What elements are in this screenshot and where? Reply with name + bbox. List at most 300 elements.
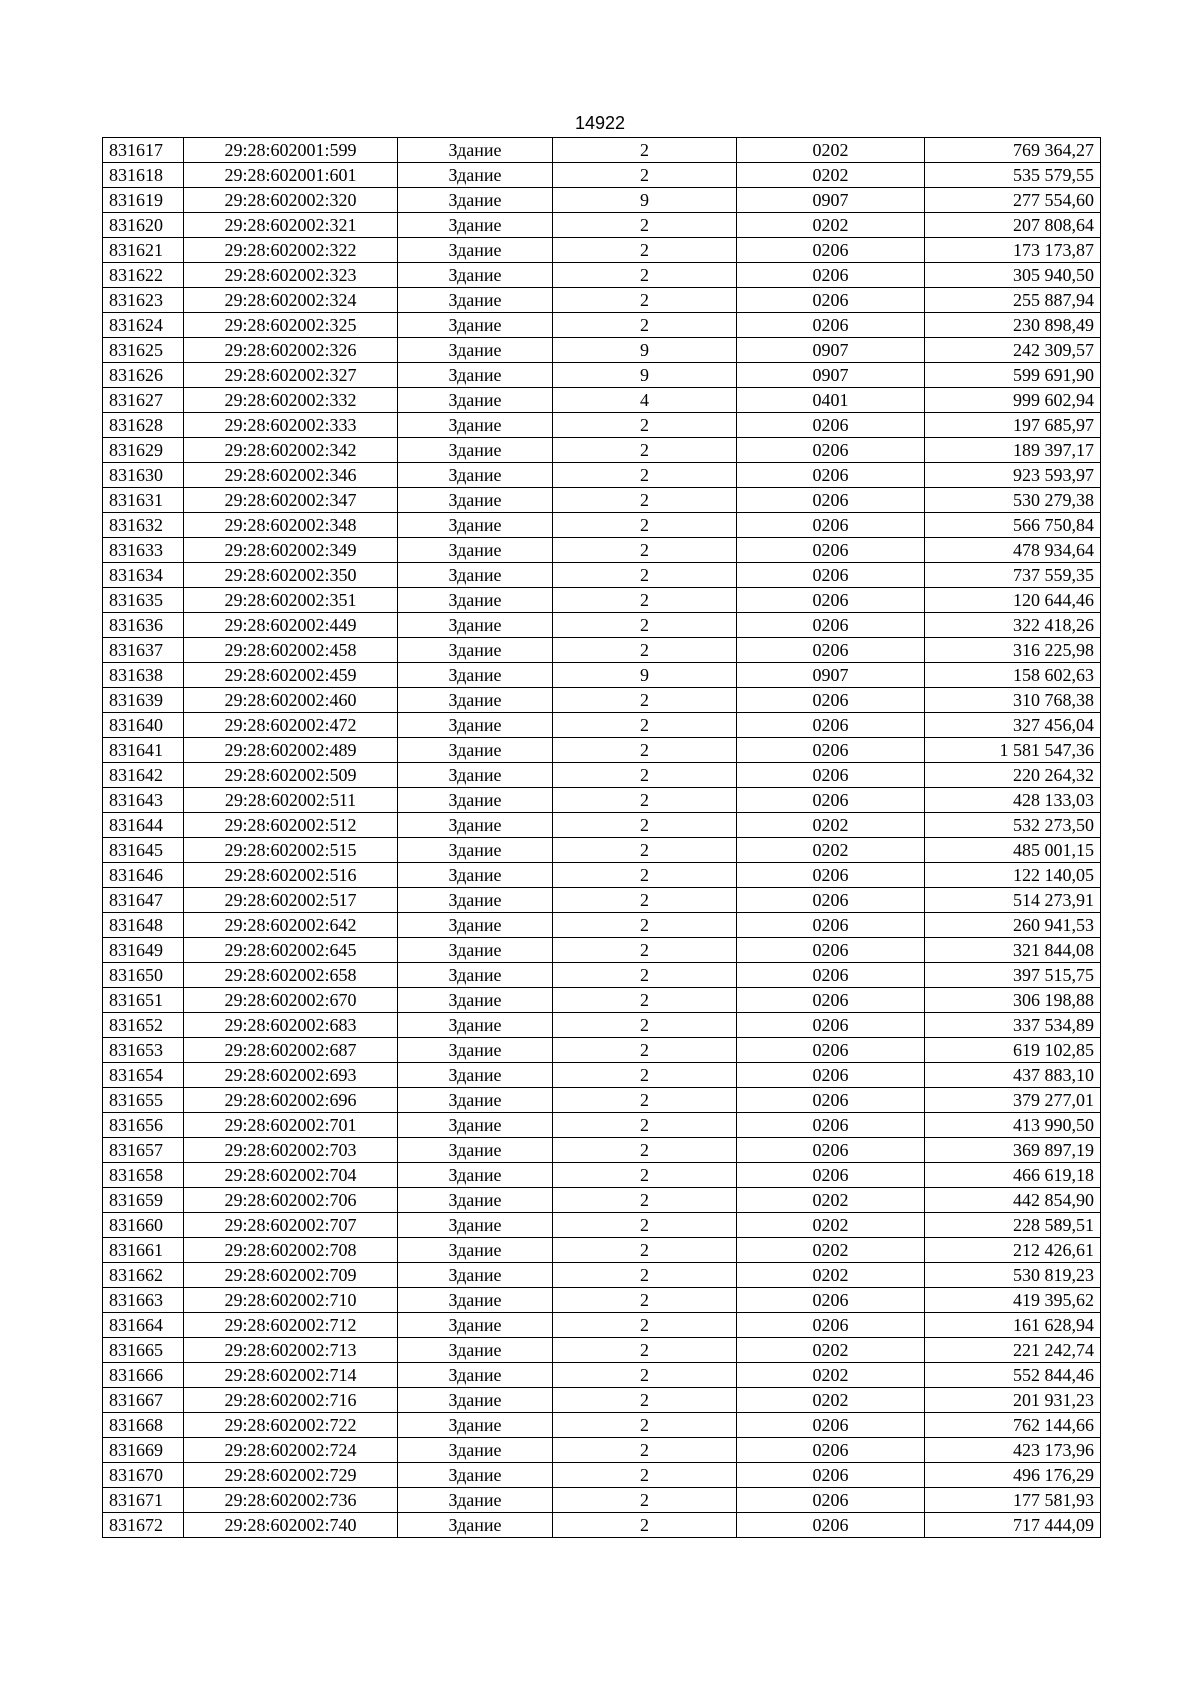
row-number-cell: 831630: [103, 463, 184, 488]
cadastral-value-cell: 419 395,62: [925, 1288, 1101, 1313]
cadastral-value-cell: 769 364,27: [925, 138, 1101, 163]
table-row: [103, 238, 1101, 263]
code-cell: 0206: [737, 688, 925, 713]
group-cell: 9: [553, 188, 737, 213]
code-cell: 0202: [737, 163, 925, 188]
cadastral-number-cell: 29:28:602002:351: [184, 588, 398, 613]
table-row: [103, 588, 1101, 613]
cadastral-value-cell: 212 426,61: [925, 1238, 1101, 1263]
object-type-cell: Здание: [398, 1488, 553, 1513]
table-row: [103, 288, 1101, 313]
group-cell: 2: [553, 538, 737, 563]
table-row: [103, 913, 1101, 938]
group-cell: 2: [553, 613, 737, 638]
group-cell: 2: [553, 313, 737, 338]
cadastral-number-cell: 29:28:602002:713: [184, 1338, 398, 1363]
code-cell: 0206: [737, 513, 925, 538]
code-cell: 0206: [737, 1163, 925, 1188]
row-number-cell: 831636: [103, 613, 184, 638]
code-cell: 0206: [737, 1438, 925, 1463]
row-number-cell: 831659: [103, 1188, 184, 1213]
group-cell: 2: [553, 488, 737, 513]
cadastral-number-cell: 29:28:602002:346: [184, 463, 398, 488]
code-cell: 0206: [737, 1413, 925, 1438]
row-number-cell: 831661: [103, 1238, 184, 1263]
group-cell: 2: [553, 688, 737, 713]
code-cell: 0206: [737, 788, 925, 813]
group-cell: 2: [553, 1113, 737, 1138]
group-cell: 2: [553, 813, 737, 838]
group-cell: 2: [553, 713, 737, 738]
cadastral-value-cell: 310 768,38: [925, 688, 1101, 713]
cadastral-number-cell: 29:28:602002:696: [184, 1088, 398, 1113]
row-number-cell: 831643: [103, 788, 184, 813]
object-type-cell: Здание: [398, 513, 553, 538]
row-number-cell: 831620: [103, 213, 184, 238]
table-row: [103, 1238, 1101, 1263]
group-cell: 2: [553, 1063, 737, 1088]
cadastral-value-cell: 535 579,55: [925, 163, 1101, 188]
code-cell: 0206: [737, 1088, 925, 1113]
table-row: [103, 163, 1101, 188]
cadastral-number-cell: 29:28:602002:740: [184, 1513, 398, 1538]
row-number-cell: 831660: [103, 1213, 184, 1238]
table-row: [103, 763, 1101, 788]
object-type-cell: Здание: [398, 463, 553, 488]
group-cell: 2: [553, 563, 737, 588]
cadastral-number-cell: 29:28:602002:509: [184, 763, 398, 788]
cadastral-number-cell: 29:28:602002:706: [184, 1188, 398, 1213]
group-cell: 2: [553, 938, 737, 963]
code-cell: 0206: [737, 888, 925, 913]
group-cell: 2: [553, 913, 737, 938]
cadastral-value-cell: 737 559,35: [925, 563, 1101, 588]
cadastral-number-cell: 29:28:602002:701: [184, 1113, 398, 1138]
row-number-cell: 831633: [103, 538, 184, 563]
row-number-cell: 831628: [103, 413, 184, 438]
cadastral-number-cell: 29:28:602002:716: [184, 1388, 398, 1413]
row-number-cell: 831619: [103, 188, 184, 213]
cadastral-number-cell: 29:28:602001:601: [184, 163, 398, 188]
object-type-cell: Здание: [398, 438, 553, 463]
code-cell: 0202: [737, 213, 925, 238]
row-number-cell: 831650: [103, 963, 184, 988]
group-cell: 2: [553, 1163, 737, 1188]
cadastral-value-cell: 207 808,64: [925, 213, 1101, 238]
group-cell: 2: [553, 138, 737, 163]
row-number-cell: 831667: [103, 1388, 184, 1413]
table-row: [103, 1188, 1101, 1213]
group-cell: 2: [553, 1438, 737, 1463]
object-type-cell: Здание: [398, 413, 553, 438]
object-type-cell: Здание: [398, 213, 553, 238]
table-row: [103, 713, 1101, 738]
object-type-cell: Здание: [398, 1113, 553, 1138]
cadastral-value-cell: 999 602,94: [925, 388, 1101, 413]
object-type-cell: Здание: [398, 663, 553, 688]
row-number-cell: 831617: [103, 138, 184, 163]
group-cell: 2: [553, 1238, 737, 1263]
group-cell: 2: [553, 438, 737, 463]
row-number-cell: 831622: [103, 263, 184, 288]
object-type-cell: Здание: [398, 563, 553, 588]
table-body: [103, 138, 1101, 1538]
group-cell: 2: [553, 213, 737, 238]
cadastral-number-cell: 29:28:602002:703: [184, 1138, 398, 1163]
code-cell: 0206: [737, 413, 925, 438]
code-cell: 0202: [737, 1363, 925, 1388]
object-type-cell: Здание: [398, 813, 553, 838]
table-row: [103, 813, 1101, 838]
table-row: [103, 463, 1101, 488]
code-cell: 0206: [737, 1288, 925, 1313]
code-cell: 0206: [737, 463, 925, 488]
cadastral-value-cell: 260 941,53: [925, 913, 1101, 938]
cadastral-number-cell: 29:28:602002:349: [184, 538, 398, 563]
table-row: [103, 138, 1101, 163]
row-number-cell: 831663: [103, 1288, 184, 1313]
object-type-cell: Здание: [398, 1263, 553, 1288]
group-cell: 2: [553, 413, 737, 438]
code-cell: 0206: [737, 963, 925, 988]
group-cell: 2: [553, 238, 737, 263]
group-cell: 2: [553, 1363, 737, 1388]
code-cell: 0202: [737, 1238, 925, 1263]
table-row: [103, 188, 1101, 213]
cadastral-number-cell: 29:28:602002:326: [184, 338, 398, 363]
cadastral-number-cell: 29:28:602002:472: [184, 713, 398, 738]
cadastral-value-cell: 923 593,97: [925, 463, 1101, 488]
object-type-cell: Здание: [398, 388, 553, 413]
table-row: [103, 1488, 1101, 1513]
table-row: [103, 838, 1101, 863]
cadastral-value-cell: 428 133,03: [925, 788, 1101, 813]
cadastral-number-cell: 29:28:602002:724: [184, 1438, 398, 1463]
cadastral-value-cell: 337 534,89: [925, 1013, 1101, 1038]
cadastral-value-cell: 619 102,85: [925, 1038, 1101, 1063]
object-type-cell: Здание: [398, 638, 553, 663]
object-type-cell: Здание: [398, 1238, 553, 1263]
code-cell: 0206: [737, 588, 925, 613]
cadastral-number-cell: 29:28:602002:709: [184, 1263, 398, 1288]
group-cell: 2: [553, 288, 737, 313]
group-cell: 2: [553, 588, 737, 613]
code-cell: 0206: [737, 263, 925, 288]
cadastral-value-cell: 221 242,74: [925, 1338, 1101, 1363]
row-number-cell: 831647: [103, 888, 184, 913]
row-number-cell: 831618: [103, 163, 184, 188]
object-type-cell: Здание: [398, 1138, 553, 1163]
table-row: [103, 1013, 1101, 1038]
group-cell: 2: [553, 1313, 737, 1338]
row-number-cell: 831645: [103, 838, 184, 863]
object-type-cell: Здание: [398, 863, 553, 888]
cadastral-value-cell: 327 456,04: [925, 713, 1101, 738]
cadastral-number-cell: 29:28:602002:645: [184, 938, 398, 963]
code-cell: 0907: [737, 663, 925, 688]
group-cell: 2: [553, 888, 737, 913]
group-cell: 2: [553, 963, 737, 988]
code-cell: 0206: [737, 1113, 925, 1138]
group-cell: 2: [553, 638, 737, 663]
group-cell: 2: [553, 988, 737, 1013]
object-type-cell: Здание: [398, 1438, 553, 1463]
cadastral-value-cell: 397 515,75: [925, 963, 1101, 988]
table-row: [103, 1088, 1101, 1113]
code-cell: 0206: [737, 913, 925, 938]
row-number-cell: 831646: [103, 863, 184, 888]
group-cell: 2: [553, 463, 737, 488]
object-type-cell: Здание: [398, 1288, 553, 1313]
cadastral-number-cell: 29:28:602002:511: [184, 788, 398, 813]
code-cell: 0206: [737, 763, 925, 788]
group-cell: 2: [553, 1138, 737, 1163]
object-type-cell: Здание: [398, 138, 553, 163]
object-type-cell: Здание: [398, 1063, 553, 1088]
cadastral-number-cell: 29:28:602002:459: [184, 663, 398, 688]
row-number-cell: 831657: [103, 1138, 184, 1163]
cadastral-value-cell: 277 554,60: [925, 188, 1101, 213]
table-row: [103, 538, 1101, 563]
object-type-cell: Здание: [398, 238, 553, 263]
row-number-cell: 831653: [103, 1038, 184, 1063]
object-type-cell: Здание: [398, 938, 553, 963]
row-number-cell: 831652: [103, 1013, 184, 1038]
object-type-cell: Здание: [398, 963, 553, 988]
cadastral-number-cell: 29:28:602002:512: [184, 813, 398, 838]
object-type-cell: Здание: [398, 738, 553, 763]
cadastral-value-cell: 230 898,49: [925, 313, 1101, 338]
cadastral-value-cell: 717 444,09: [925, 1513, 1101, 1538]
group-cell: 2: [553, 1488, 737, 1513]
cadastral-number-cell: 29:28:602002:327: [184, 363, 398, 388]
cadastral-number-cell: 29:28:602002:350: [184, 563, 398, 588]
cadastral-number-cell: 29:28:602002:324: [184, 288, 398, 313]
code-cell: 0206: [737, 638, 925, 663]
row-number-cell: 831651: [103, 988, 184, 1013]
group-cell: 2: [553, 738, 737, 763]
row-number-cell: 831664: [103, 1313, 184, 1338]
row-number-cell: 831624: [103, 313, 184, 338]
group-cell: 2: [553, 1388, 737, 1413]
code-cell: 0907: [737, 188, 925, 213]
cadastral-value-cell: 158 602,63: [925, 663, 1101, 688]
row-number-cell: 831632: [103, 513, 184, 538]
row-number-cell: 831669: [103, 1438, 184, 1463]
cadastral-value-cell: 437 883,10: [925, 1063, 1101, 1088]
cadastral-value-cell: 423 173,96: [925, 1438, 1101, 1463]
cadastral-value-cell: 566 750,84: [925, 513, 1101, 538]
object-type-cell: Здание: [398, 1163, 553, 1188]
table-row: [103, 413, 1101, 438]
cadastral-value-cell: 122 140,05: [925, 863, 1101, 888]
row-number-cell: 831656: [103, 1113, 184, 1138]
row-number-cell: 831649: [103, 938, 184, 963]
object-type-cell: Здание: [398, 1313, 553, 1338]
code-cell: 0206: [737, 288, 925, 313]
table-row: [103, 1063, 1101, 1088]
cadastral-number-cell: 29:28:602002:449: [184, 613, 398, 638]
table-row: [103, 213, 1101, 238]
row-number-cell: 831648: [103, 913, 184, 938]
object-type-cell: Здание: [398, 913, 553, 938]
table-row: [103, 1213, 1101, 1238]
cadastral-value-cell: 514 273,91: [925, 888, 1101, 913]
group-cell: 2: [553, 763, 737, 788]
object-type-cell: Здание: [398, 1188, 553, 1213]
object-type-cell: Здание: [398, 588, 553, 613]
table-row: [103, 788, 1101, 813]
cadastral-value-cell: 762 144,66: [925, 1413, 1101, 1438]
cadastral-number-cell: 29:28:602002:322: [184, 238, 398, 263]
cadastral-number-cell: 29:28:602002:332: [184, 388, 398, 413]
table-row: [103, 313, 1101, 338]
cadastral-number-cell: 29:28:602002:736: [184, 1488, 398, 1513]
row-number-cell: 831621: [103, 238, 184, 263]
cadastral-number-cell: 29:28:602002:333: [184, 413, 398, 438]
row-number-cell: 831623: [103, 288, 184, 313]
code-cell: 0206: [737, 738, 925, 763]
cadastral-value-cell: 306 198,88: [925, 988, 1101, 1013]
code-cell: 0206: [737, 538, 925, 563]
object-type-cell: Здание: [398, 313, 553, 338]
group-cell: 2: [553, 263, 737, 288]
row-number-cell: 831668: [103, 1413, 184, 1438]
group-cell: 9: [553, 663, 737, 688]
object-type-cell: Здание: [398, 488, 553, 513]
cadastral-value-cell: 478 934,64: [925, 538, 1101, 563]
table-row: [103, 1438, 1101, 1463]
object-type-cell: Здание: [398, 688, 553, 713]
code-cell: 0401: [737, 388, 925, 413]
code-cell: 0907: [737, 338, 925, 363]
group-cell: 2: [553, 163, 737, 188]
group-cell: 2: [553, 1463, 737, 1488]
row-number-cell: 831642: [103, 763, 184, 788]
cadastral-value-cell: 201 931,23: [925, 1388, 1101, 1413]
code-cell: 0202: [737, 838, 925, 863]
cadastral-value-cell: 189 397,17: [925, 438, 1101, 463]
cadastral-value-cell: 173 173,87: [925, 238, 1101, 263]
cadastral-number-cell: 29:28:602002:347: [184, 488, 398, 513]
code-cell: 0206: [737, 1313, 925, 1338]
code-cell: 0202: [737, 1338, 925, 1363]
row-number-cell: 831641: [103, 738, 184, 763]
cadastral-number-cell: 29:28:602002:642: [184, 913, 398, 938]
cadastral-number-cell: 29:28:602002:458: [184, 638, 398, 663]
cadastral-value-cell: 369 897,19: [925, 1138, 1101, 1163]
code-cell: 0206: [737, 1038, 925, 1063]
cadastral-value-cell: 530 279,38: [925, 488, 1101, 513]
page-number: 14922: [574, 113, 626, 133]
table-row: [103, 863, 1101, 888]
code-cell: 0202: [737, 1388, 925, 1413]
group-cell: 2: [553, 1263, 737, 1288]
code-cell: 0202: [737, 813, 925, 838]
object-type-cell: Здание: [398, 1088, 553, 1113]
object-type-cell: Здание: [398, 788, 553, 813]
row-number-cell: 831637: [103, 638, 184, 663]
cadastral-number-cell: 29:28:602002:342: [184, 438, 398, 463]
table-row: [103, 363, 1101, 388]
row-number-cell: 831635: [103, 588, 184, 613]
code-cell: 0907: [737, 363, 925, 388]
row-number-cell: 831666: [103, 1363, 184, 1388]
code-cell: 0202: [737, 138, 925, 163]
cadastral-number-cell: 29:28:602002:708: [184, 1238, 398, 1263]
group-cell: 9: [553, 338, 737, 363]
object-type-cell: Здание: [398, 363, 553, 388]
object-type-cell: Здание: [398, 1388, 553, 1413]
cadastral-number-cell: 29:28:602002:683: [184, 1013, 398, 1038]
cadastral-value-cell: 532 273,50: [925, 813, 1101, 838]
table-row: [103, 663, 1101, 688]
table-row: [103, 563, 1101, 588]
table-row: [103, 963, 1101, 988]
row-number-cell: 831670: [103, 1463, 184, 1488]
table-row: [103, 1338, 1101, 1363]
code-cell: 0206: [737, 938, 925, 963]
table-row: [103, 1138, 1101, 1163]
cadastral-number-cell: 29:28:602002:712: [184, 1313, 398, 1338]
cadastral-value-cell: 197 685,97: [925, 413, 1101, 438]
group-cell: 2: [553, 863, 737, 888]
row-number-cell: 831655: [103, 1088, 184, 1113]
row-number-cell: 831671: [103, 1488, 184, 1513]
group-cell: 2: [553, 1088, 737, 1113]
code-cell: 0206: [737, 1063, 925, 1088]
code-cell: 0206: [737, 563, 925, 588]
table-row: [103, 263, 1101, 288]
cadastral-value-cell: 177 581,93: [925, 1488, 1101, 1513]
table-row: [103, 1413, 1101, 1438]
cadastral-number-cell: 29:28:602001:599: [184, 138, 398, 163]
group-cell: 2: [553, 1288, 737, 1313]
code-cell: 0206: [737, 1488, 925, 1513]
group-cell: 2: [553, 1413, 737, 1438]
code-cell: 0206: [737, 313, 925, 338]
code-cell: 0206: [737, 713, 925, 738]
code-cell: 0206: [737, 613, 925, 638]
row-number-cell: 831665: [103, 1338, 184, 1363]
object-type-cell: Здание: [398, 263, 553, 288]
table-row: [103, 438, 1101, 463]
cadastral-value-cell: 496 176,29: [925, 1463, 1101, 1488]
row-number-cell: 831639: [103, 688, 184, 713]
cadastral-value-cell: 485 001,15: [925, 838, 1101, 863]
cadastral-number-cell: 29:28:602002:693: [184, 1063, 398, 1088]
group-cell: 2: [553, 838, 737, 863]
code-cell: 0206: [737, 863, 925, 888]
object-type-cell: Здание: [398, 163, 553, 188]
table-row: [103, 1038, 1101, 1063]
object-type-cell: Здание: [398, 838, 553, 863]
cadastral-value-cell: 442 854,90: [925, 1188, 1101, 1213]
code-cell: 0206: [737, 438, 925, 463]
table-row: [103, 938, 1101, 963]
cadastral-number-cell: 29:28:602002:323: [184, 263, 398, 288]
table-row: [103, 738, 1101, 763]
object-type-cell: Здание: [398, 338, 553, 363]
cadastral-value-cell: 220 264,32: [925, 763, 1101, 788]
cadastral-value-cell: 530 819,23: [925, 1263, 1101, 1288]
group-cell: 4: [553, 388, 737, 413]
cadastral-value-cell: 322 418,26: [925, 613, 1101, 638]
row-number-cell: 831631: [103, 488, 184, 513]
cadastral-value-cell: 255 887,94: [925, 288, 1101, 313]
row-number-cell: 831662: [103, 1263, 184, 1288]
object-type-cell: Здание: [398, 763, 553, 788]
